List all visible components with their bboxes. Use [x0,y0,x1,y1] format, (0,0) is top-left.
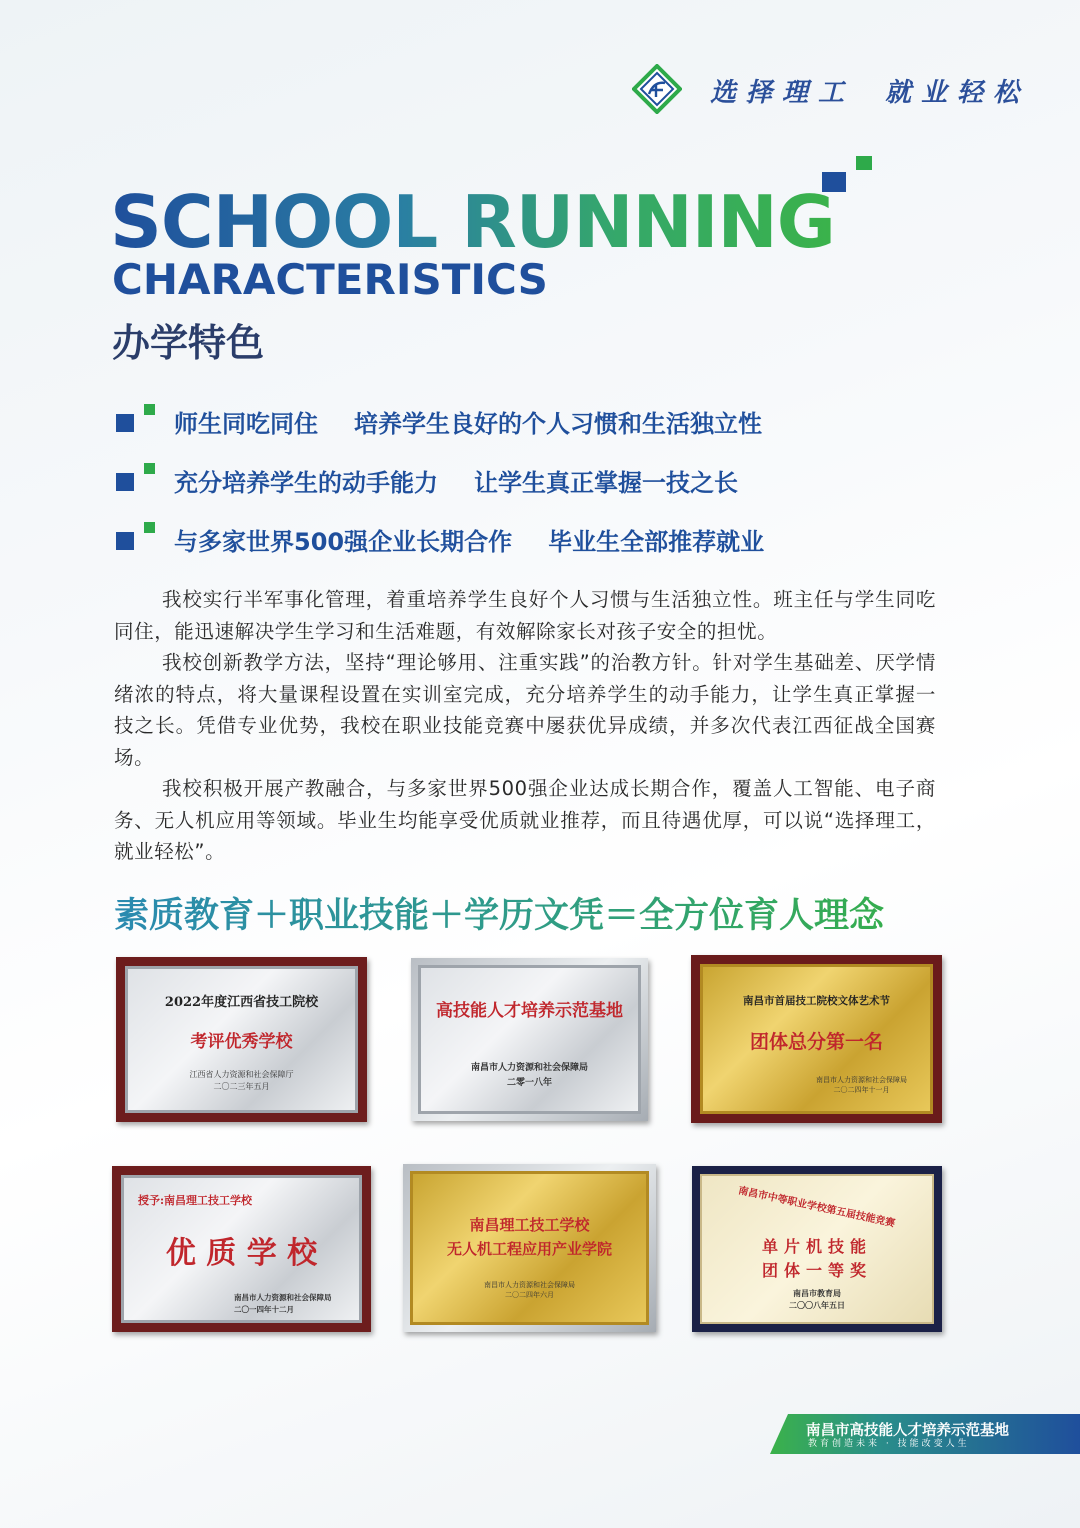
plaque-issuer: 江西省人力资源和社会保障厅 [189,1070,294,1079]
plaque-date: 二〇二三年五月 [213,1082,270,1091]
bullet-square-icon [116,532,134,550]
award-plaque [692,1166,942,1332]
footer-subtitle: 教育创造未来 · 技能改变人生 [808,1439,970,1449]
plaque-issuer: 南昌市人力资源和社会保障局 [234,1293,332,1302]
plaque-issuer: 南昌市人力资源和社会保障局 [470,1063,588,1073]
school-logo-icon [632,64,682,114]
plaque-issuer: 南昌市人力资源和社会保障局 [816,1076,907,1084]
award-plaque [112,1166,371,1332]
bullet-square-small-icon [144,463,155,474]
bullet-square-small-icon [144,522,155,533]
plaque-line2: 优 质 学 校 [165,1236,318,1271]
education-motto: 素质教育＋职业技能＋学历文凭＝全方位育人理念 [114,888,884,938]
bullet-square-small-icon [144,404,155,415]
plaque-line2: 团体一等奖 [761,1261,872,1280]
body-text [114,584,936,868]
plaque-date: 二〇二四年十一月 [833,1086,890,1094]
title-english-line1: SCHOOL RUNNING [110,180,835,264]
plaque-line2: 团体总分第一名 [749,1031,883,1053]
paragraph: 我校实行半军事化管理，着重培养学生良好个人习惯与生活独立性。班主任与学生同吃同住，能迅速解决学生学习和生活难题，有效解除家长对孩子安全的担忧。 [114,588,936,643]
plaque-date: 二〇一四年十二月 [234,1305,294,1314]
award-plaque [411,958,648,1121]
plaque-issuer: 南昌市教育局 [793,1288,841,1298]
plaque-issuer: 南昌市人力资源和社会保障局 [484,1281,575,1289]
title-english-line2: CHARACTERISTICS [112,255,548,304]
feature-right: 培养学生良好的个人习惯和生活独立性 [354,410,762,438]
deco-square-green [856,156,872,170]
slogan-part-2: 就业轻松 [885,78,1030,108]
plaque-line1: 授予:南昌理工技工学校 [138,1194,253,1207]
plaque-line0: 南昌市中等职业学校第五届技能竞赛 [737,1185,896,1230]
paragraph: 我校积极开展产教融合，与多家世界500强企业达成长期合作，覆盖人工智能、电子商务、无人机应用等领域。毕业生均能享受优质就业推荐，而且待遇优厚，可以说“选择理工，就业轻松”。 [114,777,936,863]
slogan-part-1: 选择理工 [710,78,855,108]
paragraph: 我校创新教学方法，坚持“理论够用、注重实践”的治教方针。针对学生基础差、厌学情绪浓的特点，将大量课程设置在实训室完成，充分培养学生的动手能力，让学生真正掌握一技之长。凭借专业优势，我校在职业技能竞赛中屡获优异成绩，并多次代表江西征战全国赛场。 [114,651,936,769]
plaque-line2: 考评优秀学校 [190,1032,293,1052]
plaque-line1: 2022年度江西省技工院校 [164,995,319,1010]
feature-bullet [114,518,874,558]
plaque-line1: 高技能人才培养示范基地 [436,1001,623,1021]
plaque-line1: 南昌市首届技工院校文体艺术节 [743,995,890,1007]
award-plaque [403,1164,656,1332]
bullet-square-icon [116,414,134,432]
feature-left: 充分培养学生的动手能力 [174,469,438,497]
award-plaque [691,955,942,1123]
plaque-line1: 南昌理工技工学校 [469,1216,590,1234]
feature-right: 让学生真正掌握一技之长 [474,469,738,497]
feature-bullet [114,400,874,440]
plaque-line2: 无人机工程应用产业学院 [446,1240,612,1258]
feature-right: 毕业生全部推荐就业 [548,528,765,556]
plaque-date: 二〇〇八年五日 [789,1300,845,1310]
feature-left: 师生同吃同住 [174,410,318,438]
title-chinese: 办学特色 [112,321,265,365]
plaque-line1: 单片机技能 [761,1237,872,1256]
feature-left: 与多家世界500强企业长期合作 [174,528,513,556]
plaque-date: 二〇二四年六月 [505,1291,554,1299]
footer-title: 南昌市高技能人才培养示范基地 [806,1423,1009,1439]
award-plaque [116,957,367,1122]
feature-bullet [114,459,874,499]
bullet-square-icon [116,473,134,491]
plaque-date: 二零一八年 [506,1078,552,1088]
